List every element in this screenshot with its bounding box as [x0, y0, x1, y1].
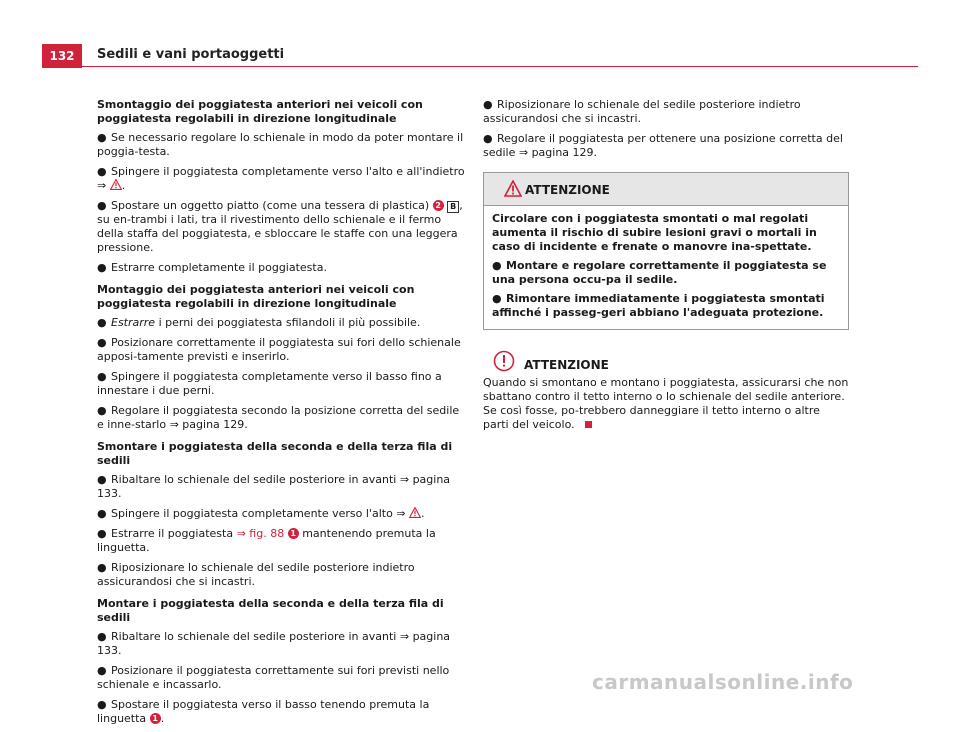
bullet-item: ● Se necessario regolare lo schienale in modo da poter montare il poggia-testa.	[97, 131, 464, 158]
bullet-icon: ●	[97, 131, 107, 144]
bullet-item: ● Montare e regolare correttamente il poggiatesta se una persona occu-pa il sedile.	[492, 259, 827, 286]
callout-number: 1	[288, 528, 299, 539]
bullet-item: ● Riposizionare lo schienale del sedile posteriore indietro assicurandosi che si incastri.	[97, 561, 415, 588]
bullet-icon: ●	[492, 292, 502, 305]
bullet-icon: ●	[483, 132, 493, 145]
bullet-icon: ●	[97, 698, 107, 711]
bullet-icon: ●	[97, 561, 107, 574]
bullet-icon: ●	[97, 664, 107, 677]
bullet-item: ● Posizionare il poggiatesta correttamente sui fori previsti nello schienale e incassarlo.	[97, 664, 450, 691]
section-heading: Smontare i poggiatesta della seconda e della terza fila di sedili	[97, 440, 453, 467]
bullet-item: ● Ribaltare lo schienale del sedile posteriore in avanti ⇒ pagina 133.	[97, 630, 451, 657]
bullet-icon: ●	[97, 527, 107, 540]
bullet-icon: ●	[483, 98, 493, 111]
caution-title: ATTENZIONE	[524, 358, 609, 372]
callout-number: 2	[433, 200, 444, 211]
bullet-icon: ●	[97, 370, 107, 383]
caution-text: Quando si smontano e montano i poggiatesta, assicurarsi che non sbattano contro il tetto interno o lo schienale del sedile anteriore. Se così fosse, po-trebbero danneggiare il tetto interno o altre parti del veicolo.	[483, 376, 849, 431]
warning-box-body	[484, 206, 848, 329]
bullet-item: ● Regolare il poggiatesta secondo la posizione corretta del sedile e inne-starlo ⇒ pagina 129.	[97, 404, 460, 431]
bullet-icon: ●	[97, 630, 107, 643]
callout-letter: B	[447, 201, 459, 213]
bullet-item: ● Spostare il poggiatesta verso il basso tenendo premuta la linguetta 1 .	[97, 698, 430, 725]
warning-box	[483, 172, 849, 330]
bullet-icon: ●	[97, 316, 107, 329]
bullet-item: ● Spingere il poggiatesta completamente verso l'alto e all'indietro ⇒ .	[97, 165, 465, 192]
warning-text: Circolare con i poggiatesta smontati o mal regolati aumenta il rischio di subire lesioni gravi o mortali in caso di incidente e frenate o manovre ina-spettate.	[492, 212, 817, 253]
bullet-icon: ●	[97, 165, 107, 178]
bullet-icon: ●	[97, 199, 107, 212]
callout-number: 1	[150, 713, 161, 724]
section-heading: Montaggio dei poggiatesta anteriori nei veicoli con poggiatesta regolabili in direzione longitudinale	[97, 283, 415, 310]
bullet-item: ● Estrarre il poggiatesta ⇒ fig. 88 1 mantenendo premuta la linguetta.	[97, 527, 436, 554]
bullet-item: ● Spingere il poggiatesta completamente verso il basso fino a innestare i due perni.	[97, 370, 442, 397]
page-header-title: Sedili e vani portaoggetti	[97, 47, 285, 62]
bullet-item: ● Regolare il poggiatesta per ottenere una posizione corretta del sedile ⇒ pagina 129.	[483, 132, 843, 159]
bullet-icon: ●	[97, 336, 107, 349]
watermark: carmanualsonline.info	[592, 670, 854, 694]
figure-link[interactable]: ⇒ fig. 88	[236, 527, 285, 540]
bullet-icon: ●	[492, 259, 502, 272]
bullet-item: ● Spostare un oggetto piatto (come una tessera di plastica) 2 B , su en-trambi i lati, tra il rivestimento dello schienale e il fermo della staffa del poggiatesta, e sbloccare le staffe con una leggera pressione.	[97, 199, 463, 254]
warning-triangle-icon[interactable]	[409, 507, 421, 518]
bullet-item: ● Posizionare correttamente il poggiatesta sui fori dello schienale apposi-tamente previsti e inserirlo.	[97, 336, 461, 363]
warning-triangle-icon[interactable]	[110, 179, 122, 190]
bullet-item: ● Rimontare immediatamente i poggiatesta smontati affinché i passeg-geri abbiano l'adeguata protezione.	[492, 292, 825, 319]
warning-title: ATTENZIONE	[525, 183, 610, 197]
warning-triangle-icon	[504, 180, 522, 197]
bullet-item: ● Estrarre completamente il poggiatesta.	[97, 261, 327, 274]
section-heading: Montare i poggiatesta della seconda e della terza fila di sedili	[97, 597, 444, 624]
warning-box-header	[484, 173, 848, 206]
bullet-icon: ●	[97, 473, 107, 486]
bullet-icon: ●	[97, 404, 107, 417]
caution-exclamation-icon	[493, 350, 515, 372]
bullet-icon: ●	[97, 261, 107, 274]
bullet-item: ● Riposizionare lo schienale del sedile posteriore indietro assicurandosi che si incastri.	[483, 98, 801, 125]
end-of-section-marker	[585, 421, 592, 428]
bullet-item: ● Spingere il poggiatesta completamente verso l'alto ⇒ .	[97, 507, 425, 520]
left-column	[97, 98, 467, 732]
section-heading: Smontaggio dei poggiatesta anteriori nei veicoli con poggiatesta regolabili in direzione longitudinale	[97, 98, 423, 125]
bullet-item: ● Estrarre i perni dei poggiatesta sfilandoli il più possibile.	[97, 316, 421, 329]
header-divider	[42, 66, 918, 67]
bullet-item: ● Ribaltare lo schienale del sedile posteriore in avanti ⇒ pagina 133.	[97, 473, 451, 500]
right-column	[483, 98, 849, 437]
page-number: 132	[42, 44, 82, 68]
bullet-icon: ●	[97, 507, 107, 520]
caution-header	[483, 350, 849, 376]
